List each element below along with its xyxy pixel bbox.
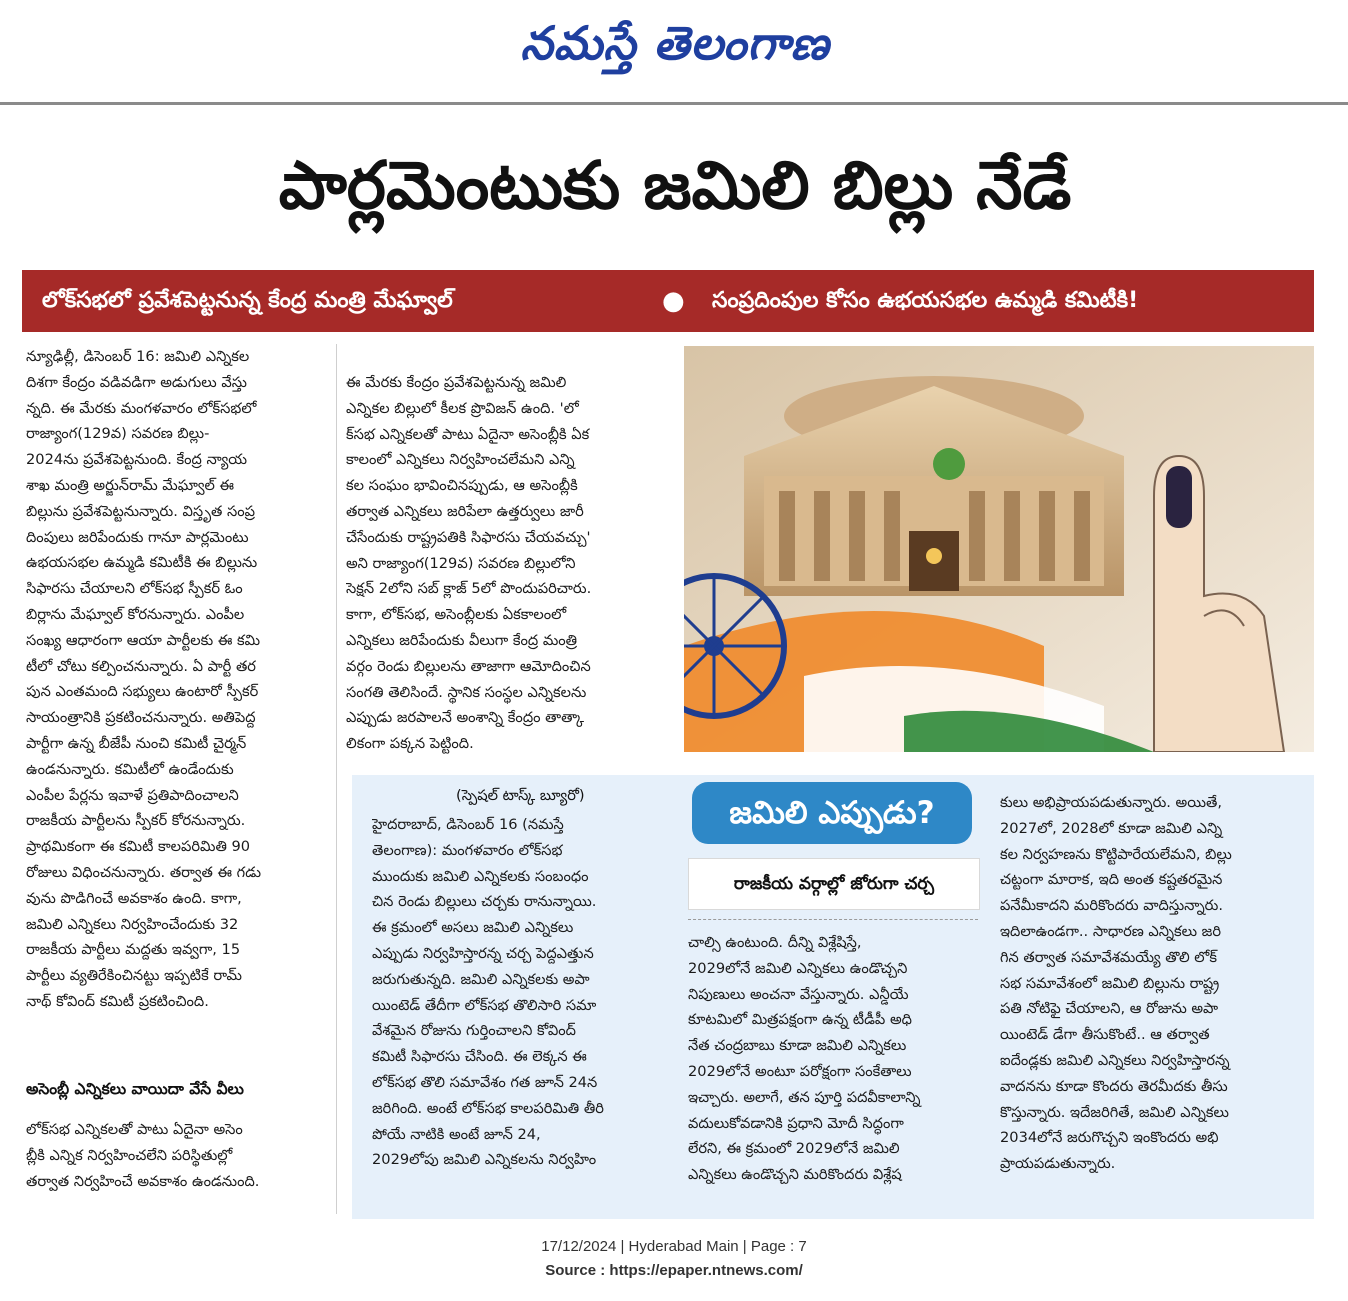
text-line: ముందుకు జమిలి ఎన్నికలకు సంబంధం [372,867,589,885]
text-line: పతి నోటిఫై చేయాలని, ఆ రోజును అపా [1000,1000,1219,1018]
text-line: ఎన్నికల బిల్లులో కీలక ప్రొవిజన్ ఉంది. 'లో [346,399,579,417]
text-line: వాదనను కూడా కొందరు తెరమీదకు తీసు [1000,1077,1228,1095]
ribbon-separator: ● [662,286,685,316]
text-line: జమిలి ఎన్నికలు నిర్వహించేందుకు 32 [26,915,239,933]
text-line: నిపుణులు అంచనా వేస్తున్నారు. ఎన్డీయే [688,985,909,1003]
text-line: ఎప్పుడు జరపాలనే అంశాన్ని కేంద్రం తాత్కా [346,709,585,727]
text-line: ఐదేండ్లకు జమిలి ఎన్నికలు నిర్వహిస్తారన్న [1000,1051,1230,1069]
text-line: సంగతి తెలిసిందే. స్థానిక సంస్థల ఎన్నికలను [346,683,587,701]
text-line: ఈ క్రమంలో అసలు జమిలి ఎన్నికలు [372,919,574,937]
text-line: రాజకీయ పార్టీలను స్పీకర్ కోరనున్నారు. [26,812,246,830]
text-line: లోక్‌సభ తొలి సమావేశం గత జూన్ 24న [372,1073,598,1091]
text-line: ఇచ్చారు. అలాగే, తన పూర్తి పదవీకాలాన్ని [688,1088,921,1106]
text-line: కూటమిలో మిత్రపక్షంగా ఉన్న టీడీపీ అధి [688,1011,912,1029]
text-line: ఎన్నికలు ఉండొచ్చని మరికొందరు విశ్లేష [688,1166,902,1184]
text-line: 2034లోనే జరుగొచ్చని ఇంకొందరు అభి [1000,1129,1219,1147]
text-line: నాథ్ కోవింద్ కమిటీ ప్రకటించింది. [26,992,209,1010]
article-column-2 [346,370,664,757]
text-line: పార్టీగా ఉన్న బీజేపీ నుంచి కమిటీ చైర్మన్ [26,734,247,752]
text-line: జరుగుతున్నది. జమిలి ఎన్నికలకు అపా [372,970,590,988]
text-line: దింపులు జరిపేందుకు గానూ పార్లమెంటు [26,528,249,546]
text-line: చట్టంగా మారాక, ఇది అంత కష్టతరమైన [1000,871,1223,889]
text-line: లేరని, ఈ క్రమంలో 2029లోనే జమిలి [688,1140,900,1158]
text-line: శాఖ మంత్రి అర్జున్‌రామ్ మేఘ్వాల్ ఈ [26,476,235,494]
text-line: సంఖ్య ఆధారంగా ఆయా పార్టీలకు ఈ కమి [26,631,261,649]
text-line: సెక్షన్ 2లోని సబ్ క్లాజ్ 5లో పొందుపరిచారు. [346,580,592,598]
text-line: లికంగా పక్కన పెట్టింది. [346,735,474,753]
text-line: బిర్లాను మేఘ్వాల్ కోరనున్నారు. ఎంపీల [26,605,245,623]
text-line: 2029లోపు జమిలి ఎన్నికలను నిర్వహిం [372,1151,597,1169]
box-divider [688,919,978,920]
text-line: ప్రాయపడుతున్నారు. [1000,1155,1116,1173]
box-column-2 [688,930,982,1188]
source-link[interactable]: Source : https://epaper.ntnews.com/ [545,1262,803,1279]
text-line: ఎన్నికలు జరిపేందుకు వీలుగా కేంద్ర మంత్రి [346,631,578,649]
ribbon-left-text: లోక్‌సభలో ప్రవేశపెట్టనున్న కేంద్ర మంత్రి మేఘ్వాల్ [42,288,453,313]
text-line: లోక్‌సభ ఎన్నికలతో పాటు ఏదైనా అసెం [26,1121,243,1138]
text-line: సభ సమావేశంలో జమిలి బిల్లును రాష్ట్ర [1000,974,1220,992]
ribbon-right-text: సంప్రదింపుల కోసం ఉభయసభల ఉమ్మడి కమిటీకి! [712,288,1139,313]
text-line: పార్టీలు వ్యతిరేకించినట్టు ఇప్పటికే రామ్ [26,967,242,985]
text-line: అని రాజ్యాంగ(129వ) సవరణ బిల్లులోని [346,554,576,572]
text-line: చేసేందుకు రాష్ట్రపతికి సిఫారసు చేయవచ్చు' [346,528,591,546]
text-line: పోయే నాటికి అంటే జూన్ 24, [372,1125,541,1143]
text-line: వేశమైన రోజును గుర్తించాలని కోవింద్ [372,1022,576,1040]
text-line: గిన తర్వాత సమావేశమయ్యే తొలి లోక్ [1000,948,1218,966]
article-column-1-continued [26,1117,328,1194]
text-line: రాజ్యాంగ(129వ) సవరణ బిల్లు- [26,425,210,443]
main-headline: పార్లమెంటుకు జమిలి బిల్లు నేడే [278,147,1072,224]
article-column-1 [26,344,328,1015]
text-line: సాయంత్రానికి ప్రకటించనున్నారు. అతిపెద్ద [26,709,256,727]
text-line: పనేమీకాదని మరికొందరు వాదిస్తున్నారు. [1000,897,1223,915]
article-subhead: అసెంబ్లీ ఎన్నికలు వాయిదా వేసే వీలు [26,1080,244,1098]
text-line: తర్వాత నిర్వహించే అవకాశం ఉండనుంది. [26,1172,260,1190]
text-line: ఇదిలాఉండగా.. సాధారణ ఎన్నికలు జరి [1000,922,1221,940]
masthead [0,0,1348,98]
text-line: దిశగా కేంద్రం వడివడిగా అడుగులు వేస్తు [26,373,247,391]
text-line: యింటెడ్ డేగా తీసుకొంటే.. ఆ తర్వాత [1000,1026,1210,1044]
text-line: రాజకీయ పార్టీలు మద్దతు ఇవ్వగా, 15 [26,941,241,959]
text-line: నేత చంద్రబాబు కూడా జమిలి ఎన్నికలు [688,1037,907,1055]
headline-ribbon [22,270,1314,332]
text-line: కాగా, లోక్‌సభ, అసెంబ్లీలకు ఏకకాలంలో [346,606,567,624]
text-line: 2029లోనే అంటూ పరోక్షంగా సంకేతాలు [688,1062,912,1080]
edition-info: 17/12/2024 | Hyderabad Main | Page : 7 [541,1238,807,1255]
text-line: ఉభయసభల ఉమ్మడి కమిటీకి ఈ బిల్లును [26,554,258,572]
text-line: కమిటీ సిఫారసు చేసింది. ఈ లెక్కన ఈ [372,1048,587,1066]
text-line: చాల్సి ఉంటుంది. దీన్ని విశ్లేషిస్తే, [688,934,862,951]
text-line: జరిగింది. అంటే లోక్‌సభ కాలపరిమితి తీరి [372,1099,604,1117]
box-column-1 [372,812,672,1173]
parliament-voting-illustration [684,346,1314,752]
text-line: కల నిర్వహణను కొట్టిపారేయలేమని, బిల్లు [1000,845,1232,863]
text-line: పున ఎంతమంది సభ్యులు ఉంటారో స్పీకర్ [26,683,259,701]
text-line: ఈ మేరకు కేంద్రం ప్రవేశపెట్టనున్న జమిలి [346,374,567,391]
column-divider [336,344,337,1214]
story-byline: (స్పెషల్ టాస్క్ బ్యూరో) [456,787,585,804]
text-line: హైదరాబాద్, డిసెంబర్ 16 (నమస్తే [372,816,564,833]
text-line: సిఫారసు చేయాలని లోక్‌సభ స్పీకర్ ఓం [26,580,243,598]
text-line: 2027లో, 2028లో కూడా జమిలి ఎన్ని [1000,819,1223,837]
text-line: ఎప్పుడు నిర్వహిస్తారన్న చర్చ పెద్దఎత్తున [372,944,594,962]
text-line: కల సంఘం భావించినప్పుడు, ఆ అసెంబ్లీకి [346,477,578,495]
text-line: వును పొడిగించే అవకాశం ఉంది. కాగా, [26,889,242,907]
text-line: ఉండనున్నారు. కమిటీలో ఉండేందుకు [26,760,234,778]
box-subhead: రాజకీయ వర్గాల్లో జోరుగా చర్చ [688,858,980,910]
box-column-3 [1000,790,1296,1177]
text-line: బ్లీకి ఎన్నిక నిర్వహించలేని పరిస్థితుల్లో [26,1146,233,1164]
text-line: 2029లోనే జమిలి ఎన్నికలు ఉండొచ్చని [688,959,908,977]
text-line: క్‌సభ ఎన్నికలతో పాటు ఏదైనా అసెంబ్లీకి ఏక [346,425,590,443]
masthead-divider [0,102,1348,105]
newspaper-logo: నమస్తే తెలంగాణ [520,16,830,70]
text-line: తెలంగాణ): మంగళవారం లోక్‌సభ [372,841,563,859]
text-line: తర్వాత ఎన్నికలు జరిపేలా ఉత్తర్వులు జారీ [346,502,584,520]
text-line: ప్రాథమికంగా ఈ కమిటీ కాలపరిమితి 90 [26,838,251,856]
text-line: చిన రెండు బిల్లులు చర్చకు రానున్నాయి. [372,893,597,911]
text-line: 2024ను ప్రవేశపెట్టనుంది. కేంద్ర న్యాయ [26,451,248,469]
text-line: కొస్తున్నారు. ఇదేజరిగితే, జమిలి ఎన్నికలు [1000,1103,1229,1121]
text-line: టీలో చోటు కల్పించనున్నారు. ఏ పార్టీ తర [26,657,256,675]
text-line: ఎంపీల పేర్లను ఇవాళే ప్రతిపాదించాలని [26,786,239,804]
text-line: బిల్లును ప్రవేశపెట్టనున్నారు. విస్తృత సంప్ర [26,502,256,520]
text-line: కాలంలో ఎన్నికలు నిర్వహించలేమని ఎన్ని [346,451,575,469]
text-line: వర్గం రెండు బిల్లులను తాజాగా ఆమోదించిన [346,657,591,675]
text-line: న్యూఢిల్లీ, డిసెంబర్ 16: జమిలి ఎన్నికల [26,348,250,365]
text-line: వదులుకోవడానికి ప్రధాని మోదీ సిద్ధంగా [688,1114,904,1132]
text-line: కులు అభిప్రాయపడుతున్నారు. అయితే, [1000,794,1222,811]
text-line: న్నది. ఈ మేరకు మంగళవారం లోక్‌సభలో [26,399,257,417]
text-line: యింటెడ్ తేదీగా లోక్‌సభ తొలిసారి సమా [372,996,597,1014]
box-headline: జమిలి ఎప్పుడు? [692,782,972,844]
text-line: రోజులు విధించనున్నారు. తర్వాత ఈ గడు [26,863,262,881]
